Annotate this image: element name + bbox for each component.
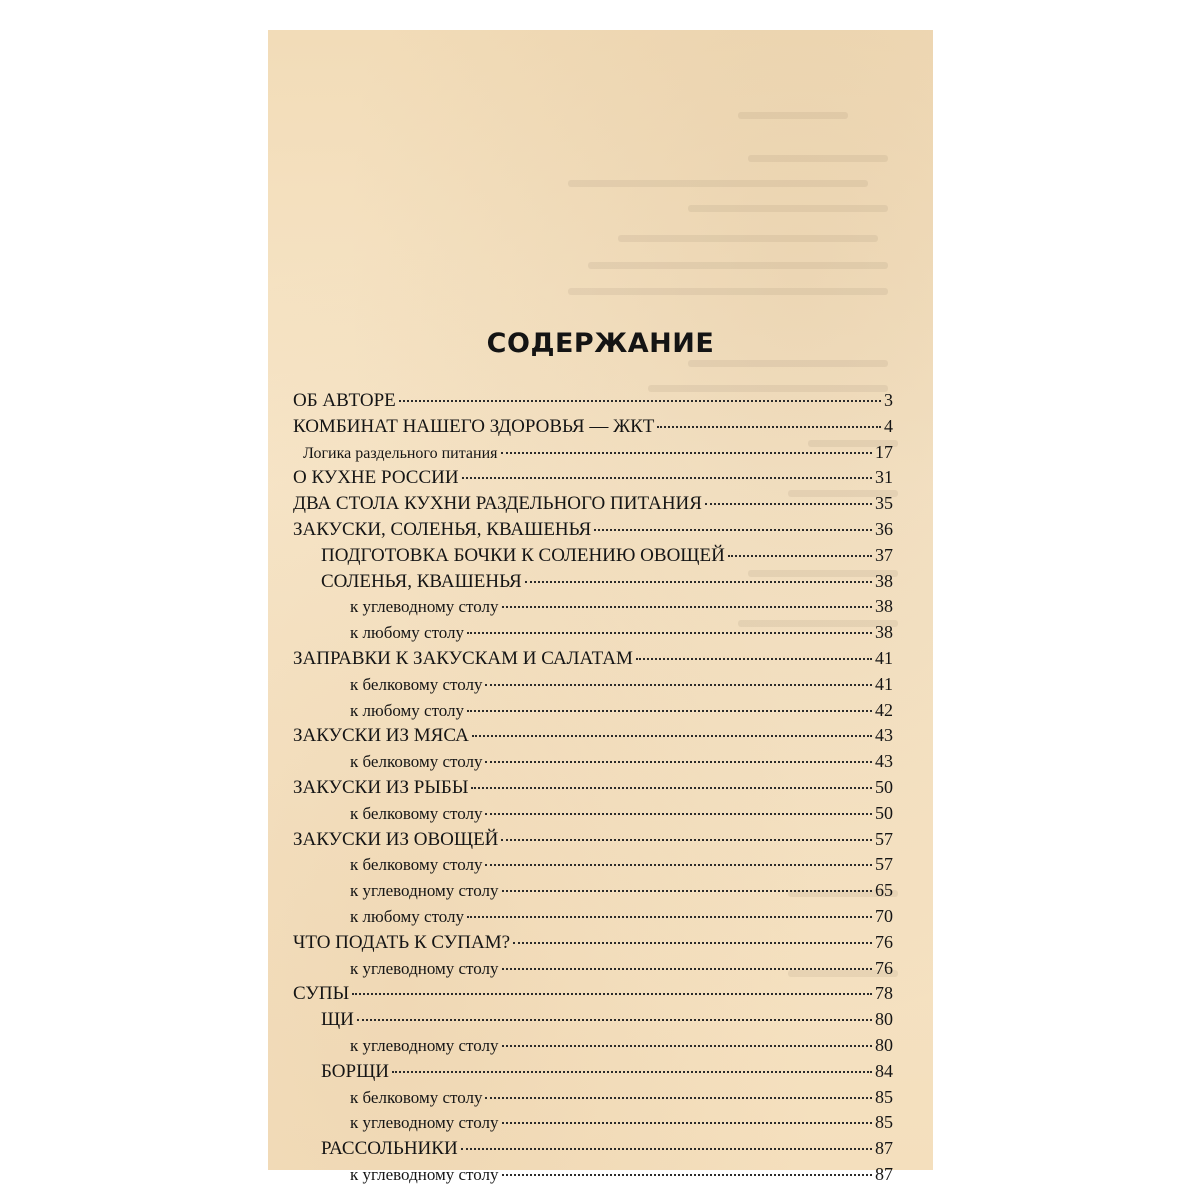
- toc-entry-label: ОБ АВТОРЕ: [293, 390, 396, 411]
- toc-entry-page-number: 80: [875, 1034, 893, 1055]
- dot-leader: [728, 555, 872, 557]
- toc-entry-page-number: 80: [875, 1009, 893, 1030]
- toc-entry-label: к любому столу: [350, 700, 465, 720]
- page-title: СОДЕРЖАНИЕ: [486, 328, 715, 359]
- toc-entry-label: ПОДГОТОВКА БОЧКИ К СОЛЕНИЮ ОВОЩЕЙ: [321, 544, 725, 566]
- dot-leader: [502, 1174, 872, 1176]
- toc-entry-page-number: 41: [875, 647, 893, 668]
- toc-entry: [293, 545, 893, 571]
- toc-entry: [293, 1035, 893, 1061]
- toc-entry-page-number: 84: [875, 1060, 893, 1081]
- toc-entry: [293, 674, 893, 700]
- toc-entry-page-number: 38: [875, 570, 893, 591]
- toc-entry-page-number: 87: [875, 1138, 893, 1159]
- toc-entry-page-number: 87: [875, 1163, 893, 1184]
- toc-entry-label: РАССОЛЬНИКИ: [321, 1138, 458, 1160]
- toc-entry-label: к углеводному столу: [350, 881, 499, 901]
- dot-leader: [525, 581, 872, 583]
- toc-entry: [293, 932, 893, 958]
- toc-entry: [293, 1061, 893, 1087]
- dot-leader: [485, 761, 872, 763]
- toc-entry: [293, 1087, 893, 1113]
- dot-leader: [352, 993, 872, 995]
- dot-leader: [705, 503, 872, 505]
- toc-entry-label: КОМБИНАТ НАШЕГО ЗДОРОВЬЯ — ЖКТ: [293, 415, 655, 437]
- toc-entry-label: СУПЫ: [293, 983, 350, 1005]
- toc-entry-label: к углеводному столу: [350, 1164, 499, 1184]
- toc-entry-label: О КУХНЕ РОССИИ: [293, 467, 459, 489]
- toc-entry-label: к белковому столу: [350, 855, 483, 875]
- toc-entry: [293, 1164, 893, 1190]
- toc-entry: [293, 442, 893, 468]
- dot-leader: [502, 606, 872, 608]
- dot-leader: [636, 658, 872, 660]
- toc-entry-label: к белковому столу: [350, 803, 483, 823]
- dot-leader: [357, 1019, 872, 1021]
- toc-entry: [293, 390, 893, 416]
- table-of-contents: [293, 390, 893, 1190]
- toc-entry-page-number: 4: [884, 415, 893, 436]
- dot-leader: [461, 1148, 872, 1150]
- toc-entry-page-number: 85: [875, 1112, 893, 1133]
- toc-entry-page-number: 37: [875, 544, 893, 565]
- toc-entry-label: ЧТО ПОДАТЬ К СУПАМ?: [293, 931, 511, 953]
- toc-entry-label: ЗАКУСКИ ИЗ РЫБЫ: [293, 776, 469, 798]
- toc-entry-page-number: 43: [875, 751, 893, 772]
- dot-leader: [513, 942, 872, 944]
- dot-leader: [472, 735, 872, 737]
- dot-leader: [657, 426, 881, 428]
- toc-entry-page-number: 50: [875, 776, 893, 797]
- toc-entry: [293, 958, 893, 984]
- dot-leader: [462, 477, 872, 479]
- dot-leader: [467, 916, 872, 918]
- toc-entry: [293, 1138, 893, 1164]
- toc-entry: [293, 983, 893, 1009]
- dot-leader: [501, 839, 872, 841]
- toc-entry-label: БОРЩИ: [321, 1060, 389, 1082]
- toc-entry: [293, 648, 893, 674]
- toc-entry: [293, 519, 893, 545]
- dot-leader: [485, 864, 872, 866]
- toc-entry-label: ЗАКУСКИ ИЗ ОВОЩЕЙ: [293, 828, 499, 850]
- toc-entry-page-number: 41: [875, 673, 893, 694]
- dot-leader: [467, 632, 872, 634]
- dot-leader: [502, 890, 872, 892]
- toc-entry: [293, 493, 893, 519]
- toc-entry-label: к любому столу: [350, 906, 465, 926]
- toc-entry-page-number: 3: [884, 390, 893, 410]
- toc-entry-page-number: 35: [875, 493, 893, 514]
- toc-entry: [293, 467, 893, 493]
- toc-entry: [293, 1112, 893, 1138]
- toc-entry-label: ЩИ: [321, 1009, 354, 1031]
- toc-entry-page-number: 57: [875, 828, 893, 849]
- toc-entry-page-number: 31: [875, 467, 893, 488]
- dot-leader: [501, 452, 873, 454]
- dot-leader: [502, 1122, 872, 1124]
- toc-entry-page-number: 38: [875, 596, 893, 617]
- toc-entry: [293, 777, 893, 803]
- dot-leader: [502, 968, 872, 970]
- toc-entry: [293, 596, 893, 622]
- dot-leader: [594, 529, 872, 531]
- toc-entry-label: к белковому столу: [350, 752, 483, 772]
- toc-entry-label: к углеводному столу: [350, 1113, 499, 1133]
- toc-entry: [293, 622, 893, 648]
- toc-entry: [293, 571, 893, 597]
- toc-entry: [293, 803, 893, 829]
- dot-leader: [485, 1097, 872, 1099]
- toc-entry-page-number: 85: [875, 1086, 893, 1107]
- toc-entry-page-number: 57: [875, 854, 893, 875]
- toc-entry-page-number: 76: [875, 931, 893, 952]
- toc-entry: [293, 751, 893, 777]
- toc-entry: [293, 700, 893, 726]
- toc-entry-page-number: 65: [875, 880, 893, 901]
- toc-entry-page-number: 70: [875, 905, 893, 926]
- toc-entry-page-number: 38: [875, 622, 893, 643]
- toc-entry: [293, 1009, 893, 1035]
- toc-entry-label: Логика раздельного питания: [303, 444, 498, 462]
- toc-entry-page-number: 43: [875, 725, 893, 746]
- toc-entry-label: к углеводному столу: [350, 597, 499, 617]
- toc-entry-label: СОЛЕНЬЯ, КВАШЕНЬЯ: [321, 570, 522, 592]
- toc-entry-label: к любому столу: [350, 623, 465, 643]
- toc-entry-page-number: 36: [875, 518, 893, 539]
- toc-entry-page-number: 76: [875, 957, 893, 978]
- toc-entry-page-number: 42: [875, 699, 893, 720]
- toc-entry: [293, 416, 893, 442]
- toc-entry-label: ЗАКУСКИ ИЗ МЯСА: [293, 725, 469, 747]
- toc-entry-page-number: 78: [875, 983, 893, 1004]
- dot-leader: [392, 1071, 872, 1073]
- toc-entry-label: ДВА СТОЛА КУХНИ РАЗДЕЛЬНОГО ПИТАНИЯ: [293, 493, 702, 515]
- toc-entry-label: ЗАПРАВКИ К ЗАКУСКАМ И САЛАТАМ: [293, 647, 633, 669]
- toc-entry: [293, 829, 893, 855]
- dot-leader: [485, 684, 872, 686]
- dot-leader: [467, 710, 872, 712]
- dot-leader: [471, 787, 872, 789]
- toc-entry-label: к углеводному столу: [350, 958, 499, 978]
- toc-entry-label: к углеводному столу: [350, 1035, 499, 1055]
- dot-leader: [399, 400, 881, 402]
- dot-leader: [485, 813, 872, 815]
- toc-entry-page-number: 17: [875, 441, 893, 462]
- toc-entry: [293, 725, 893, 751]
- toc-entry-label: ЗАКУСКИ, СОЛЕНЬЯ, КВАШЕНЬЯ: [293, 518, 592, 540]
- toc-entry: [293, 854, 893, 880]
- book-page: [268, 30, 933, 1184]
- toc-entry-label: к белковому столу: [350, 674, 483, 694]
- toc-entry: [293, 906, 893, 932]
- dot-leader: [502, 1045, 872, 1047]
- toc-entry: [293, 880, 893, 906]
- toc-entry-page-number: 50: [875, 802, 893, 823]
- toc-entry-label: к белковому столу: [350, 1087, 483, 1107]
